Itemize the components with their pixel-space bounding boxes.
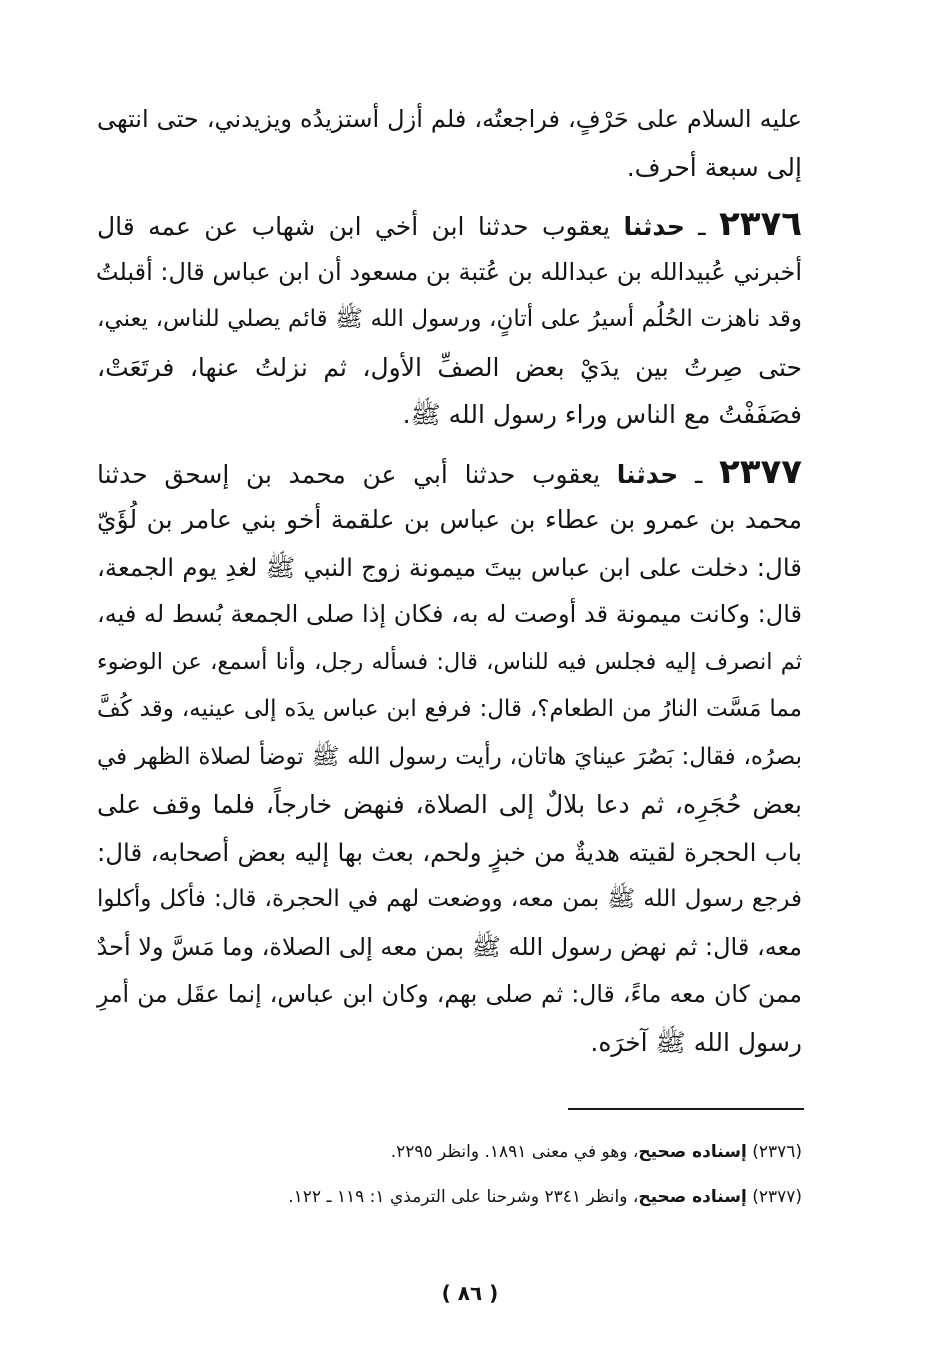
text-line: مما مَسَّت النارُ من الطعام؟، قال: فرفع ابن عباس يدَه إلى عينيه، وقد كُفَّ bbox=[97, 696, 802, 722]
text-line: وقد ناهزت الحُلُم أسيرُ على أتانٍ، ورسول الله ﷺ قائم يصلي للناس، يعني، bbox=[97, 306, 802, 332]
text-line: معه، قال: ثم نهض رسول الله ﷺ بمن معه إلى الصلاة، وما مَسَّ ولا أحدٌ bbox=[96, 932, 802, 961]
footnote-separator bbox=[568, 1108, 804, 1110]
text-line: يعقوب حدثنا ابن أخي ابن شهاب عن عمه قال bbox=[97, 212, 624, 241]
footnote-text: ، وهو في معنى ١٨٩١. وانظر ٢٢٩٥. bbox=[390, 1142, 639, 1162]
text-line: قال: وكانت ميمونة قد أوصت له به، فكان إذا صلى الجمعة بُسط له فيه، bbox=[97, 600, 802, 628]
text-line: باب الحجرة لقيته هديةٌ من خبزٍ ولحم، بعث بها إليه بعض أصحابه، قال: bbox=[97, 837, 802, 867]
text-line: إلى سبعة أحرف. bbox=[626, 152, 802, 182]
paragraph-gap bbox=[97, 191, 802, 201]
dash: ـ bbox=[678, 459, 719, 489]
footnote-ref: (٢٣٧٧) bbox=[752, 1187, 802, 1207]
hadith-heading-line bbox=[97, 201, 802, 249]
hadith-number: ٢٣٧٧ bbox=[718, 451, 802, 492]
text-line: بعض حُجَرِه، ثم دعا بلالٌ إلى الصلاة، فنهض خارجاً، فلما وقف على bbox=[97, 790, 802, 819]
text-line: محمد بن عمرو بن عطاء بن عباس بن علقمة أخو بني عامر بن لُؤَيّ bbox=[97, 505, 802, 534]
text-line: فصَفَفْتُ مع الناس وراء رسول الله ﷺ. bbox=[402, 400, 802, 429]
text-line: يعقوب حدثنا أبي عن محمد بن إسحق حدثنا bbox=[97, 459, 617, 489]
page-number: ( ٨٦ ) bbox=[441, 1281, 499, 1305]
footnote-grade: إسناده صحيح bbox=[638, 1187, 747, 1207]
footnote-grade: إسناده صحيح bbox=[638, 1142, 747, 1162]
main-text bbox=[97, 96, 802, 1066]
text-line: حتى صِرتُ بين يدَيْ بعض الصفِّ الأول، ثم نزلتُ عنها، فرتَعَتْ، bbox=[97, 352, 802, 382]
text-line: ممن كان معه ماءً، قال: ثم صلى بهم، وكان ابن عباس، إنما عقَل من أمرِ bbox=[97, 980, 802, 1008]
footnote-text: ، وانظر ٢٣٤١ وشرحنا على الترمذي ١: ١١٩ ـ ١٢٢. bbox=[288, 1187, 639, 1207]
text-line: قال: دخلت على ابن عباس بيتَ ميمونة زوج النبي ﷺ لغدِ يوم الجمعة، bbox=[97, 552, 802, 582]
text-line: رسول الله ﷺ آخرَه. bbox=[590, 1027, 802, 1057]
paragraph-gap bbox=[97, 439, 802, 449]
hadith-keyword: حدثنا bbox=[616, 459, 679, 489]
text-line: فرجع رسول الله ﷺ بمن معه، ووضعت لهم في الحجرة، قال: فأكل وأكلوا bbox=[97, 886, 802, 912]
text-line: ثم انصرف إليه فجلس فيه للناس، قال: فسأله رجل، وأنا أسمع، عن الوضوء bbox=[97, 648, 802, 675]
footnote bbox=[288, 1185, 802, 1209]
text-line: عليه السلام على حَرْفٍ، فراجعتُه، فلم أزل أستزيدُه ويزيدني، حتى انتهى bbox=[97, 105, 802, 133]
dash: ـ bbox=[684, 212, 719, 241]
hadith-number: ٢٣٧٦ bbox=[719, 204, 803, 244]
hadith-keyword: حدثنا bbox=[623, 212, 685, 241]
footnote bbox=[391, 1140, 802, 1164]
footnote-ref: (٢٣٧٦) bbox=[752, 1142, 802, 1162]
hadith-heading-line bbox=[97, 449, 802, 497]
text-line: بصرُه، فقال: بَصُرَ عينايَ هاتان، رأيت رسول الله ﷺ توضأ لصلاة الظهر في bbox=[97, 743, 802, 770]
text-line: أخبرني عُبيدالله بن عبدالله بن عُتبة بن مسعود أن ابن عباس قال: أقبلتُ bbox=[95, 257, 802, 286]
